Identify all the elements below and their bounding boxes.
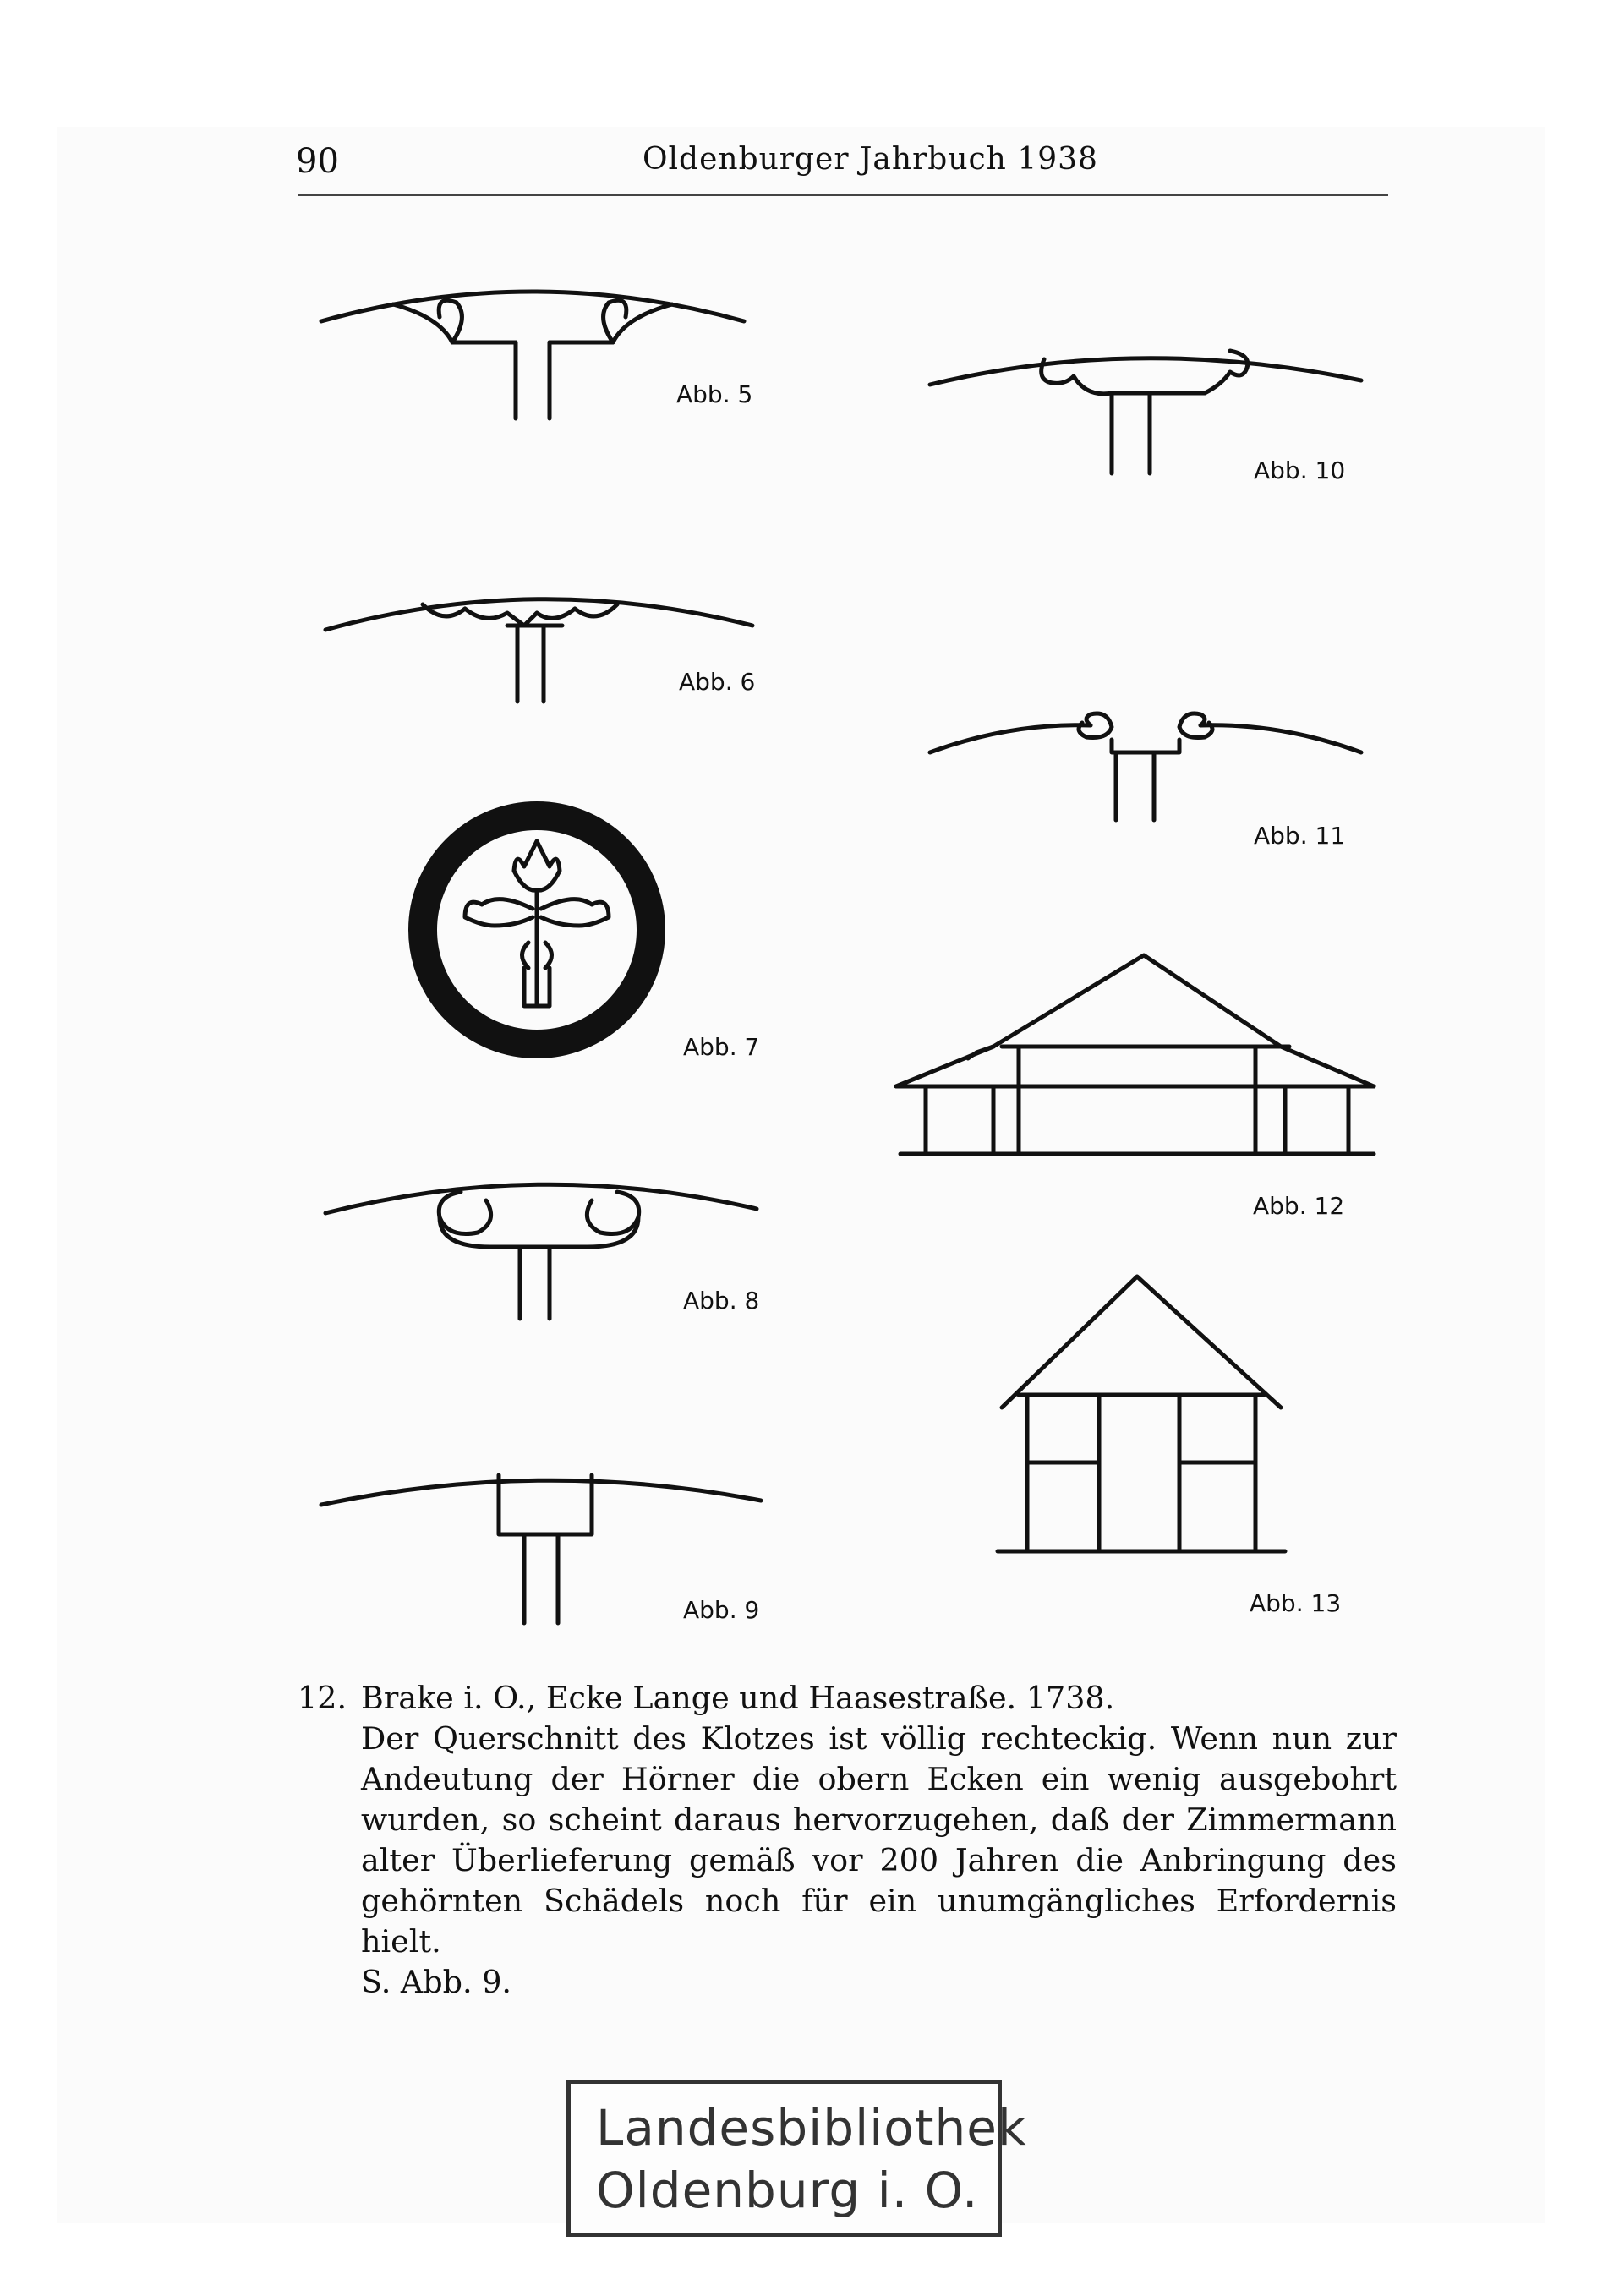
library-stamp <box>566 2080 1027 2237</box>
header-rule <box>298 194 1388 196</box>
figure-abb-5-drawing <box>313 279 752 431</box>
label-abb-8: Abb. 8 <box>683 1287 760 1315</box>
label-abb-5: Abb. 5 <box>676 380 753 408</box>
running-title: Oldenburger Jahrbuch 1938 <box>643 142 1098 177</box>
figure-abb-12-drawing <box>892 947 1382 1175</box>
caption-body: Der Querschnitt des Klotzes ist völlig rechteckig. Wenn nun zur Andeutung der Hörner die obern Ecken ein wenig ausgebohrt wurden, so scheint daraus hervorzugehen, daß der Zimmermann alter Überlieferung gemäß vor 200 Jahren die Anbringung des gehörnten Schädels noch für ein unumgängliches Erfordernis hielt. <box>361 1720 1397 1960</box>
page-number: 90 <box>296 142 339 181</box>
figure-abb-7 <box>406 799 668 1061</box>
page-header <box>296 142 1386 193</box>
label-abb-10: Abb. 10 <box>1254 456 1346 484</box>
caption-reference: S. Abb. 9. <box>361 1964 512 2000</box>
figure-abb-13-drawing <box>993 1268 1289 1564</box>
figure-abb-7-drawing <box>406 799 668 1061</box>
label-abb-7: Abb. 7 <box>683 1033 760 1061</box>
label-abb-6: Abb. 6 <box>679 668 756 696</box>
figure-abb-11-drawing <box>926 702 1365 828</box>
label-abb-11: Abb. 11 <box>1254 822 1346 850</box>
label-abb-12: Abb. 12 <box>1253 1192 1345 1220</box>
figure-abb-11 <box>926 702 1365 828</box>
stamp-line-1: Landesbibliothek <box>596 2099 1027 2157</box>
figure-abb-12 <box>892 947 1382 1175</box>
figure-abb-13 <box>993 1268 1289 1564</box>
label-abb-13: Abb. 13 <box>1250 1589 1342 1617</box>
caption-heading: Brake i. O., Ecke Lange und Haasestraße. 1738. <box>361 1680 1115 1716</box>
caption-number: 12. <box>298 1680 347 1716</box>
label-abb-9: Abb. 9 <box>683 1596 760 1624</box>
stamp-line-2: Oldenburg i. O. <box>596 2162 979 2219</box>
figure-abb-5 <box>313 279 752 431</box>
